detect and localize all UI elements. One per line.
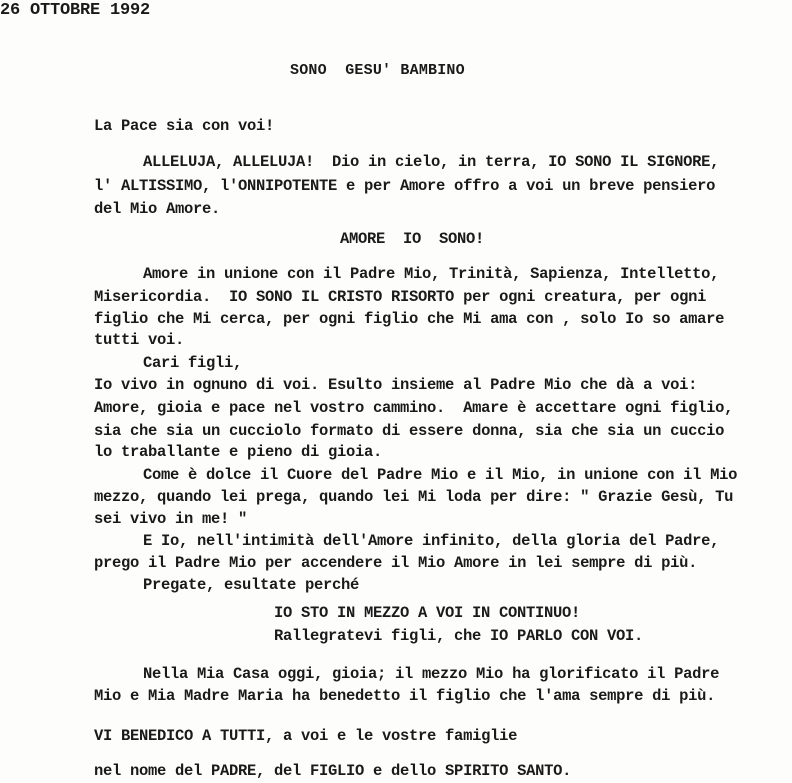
text-line: del Mio Amore. bbox=[94, 200, 221, 218]
text-line: mezzo, quando lei prega, quando lei Mi loda per dire: " Grazie Gesù, Tu bbox=[94, 488, 734, 506]
text-line: Misericordia. IO SONO IL CRISTO RISORTO per ogni creatura, per ogni bbox=[94, 288, 707, 306]
blessing-line: VI BENEDICO A TUTTI, a voi e le vostre famiglie bbox=[94, 727, 518, 745]
blessing-line: nel nome del PADRE, del FIGLIO e dello SPIRITO SANTO. bbox=[94, 762, 572, 780]
letter-date: 26 OTTOBRE 1992 bbox=[0, 1, 151, 20]
text-line: Io vivo in ognuno di voi. Esulto insieme al Padre Mio che dà a voi: bbox=[94, 376, 698, 394]
text-line: E Io, nell'intimità dell'Amore infinito, della gloria del Padre, bbox=[143, 532, 720, 550]
text-line: Come è dolce il Cuore del Padre Mio e il Mio, in unione con il Mio bbox=[143, 466, 738, 484]
text-line: sia che sia un cucciolo formato di essere donna, sia che sia un cuccio bbox=[94, 422, 725, 440]
greeting-line: La Pace sia con voi! bbox=[94, 117, 275, 135]
text-line: lo traballante e pieno di gioia. bbox=[94, 443, 383, 461]
text-line: sei vivo in me! " bbox=[94, 510, 248, 528]
text-line: l' ALTISSIMO, l'ONNIPOTENTE e per Amore offro a voi un breve pensiero bbox=[94, 177, 716, 195]
text-line: Pregate, esultate perché bbox=[143, 576, 360, 594]
text-line: Mio e Mia Madre Maria ha benedetto il figlio che l'ama sempre di più. bbox=[94, 687, 716, 705]
text-line: Amore in unione con il Padre Mio, Trinità, Sapienza, Intelletto, bbox=[143, 265, 720, 283]
text-line: Cari figli, bbox=[143, 354, 243, 372]
text-line: Nella Mia Casa oggi, gioia; il mezzo Mio ha glorificato il Padre bbox=[143, 665, 720, 683]
emphasis-line: Rallegratevi figli, che IO PARLO CON VOI. bbox=[274, 627, 644, 645]
text-line: Amore, gioia e pace nel vostro cammino. Amare è accettare ogni figlio, bbox=[94, 399, 734, 417]
text-line: prego il Padre Mio per accendere il Mio Amore in lei sempre di più. bbox=[94, 554, 698, 572]
letter-title: SONO GESU' BAMBINO bbox=[290, 62, 465, 79]
section-heading: AMORE IO SONO! bbox=[340, 230, 485, 248]
emphasis-line: IO STO IN MEZZO A VOI IN CONTINUO! bbox=[274, 604, 581, 622]
text-line: tutti voi. bbox=[94, 331, 185, 349]
text-line: ALLELUJA, ALLELUJA! Dio in cielo, in terra, IO SONO IL SIGNORE, bbox=[143, 153, 720, 171]
text-line: figlio che Mi cerca, per ogni figlio che Mi ama con , solo Io so amare bbox=[94, 310, 725, 328]
